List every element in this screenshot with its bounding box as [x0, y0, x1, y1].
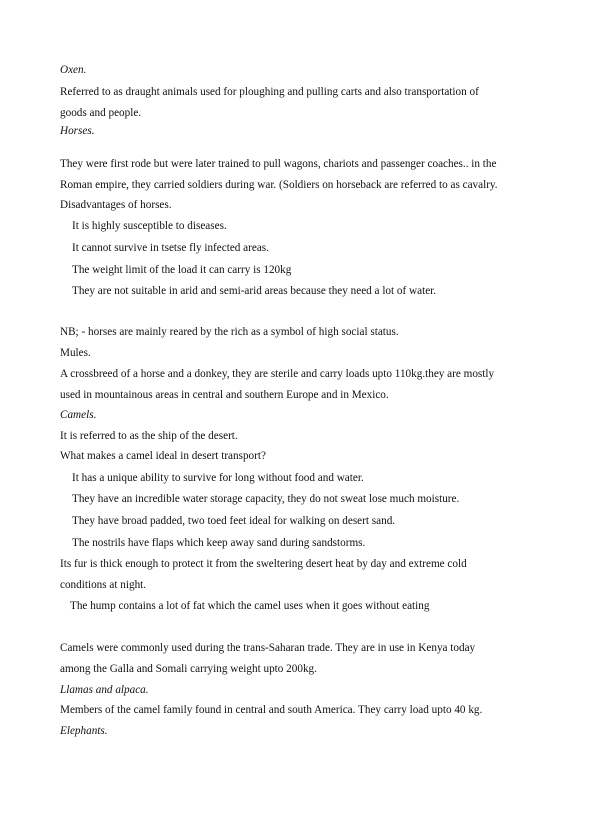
horses-disadvantage-item: It cannot survive in tsetse fly infected areas.: [72, 242, 269, 254]
mules-heading: Mules.: [60, 347, 91, 359]
camels-fur-line-1: Its fur is thick enough to protect it from the sweltering desert heat by day and extreme cold: [60, 558, 467, 570]
camels-trade-line-2: among the Galla and Somali carrying weight upto 200kg.: [60, 663, 317, 675]
camels-point: They have broad padded, two toed feet ideal for walking on desert sand.: [72, 515, 396, 527]
camels-fur-line-2: conditions at night.: [60, 579, 147, 591]
horses-text-line-1: They were first rode but were later trained to pull wagons, chariots and passenger coaches.. in the: [60, 158, 497, 170]
horses-text-line-2: Roman empire, they carried soldiers during war. (Soldiers on horseback are referred to as cavalry.: [60, 179, 498, 191]
elephants-heading: Elephants.: [60, 725, 108, 737]
camels-point: It has a unique ability to survive for long without food and water.: [72, 472, 364, 484]
horses-disadvantages-heading: Disadvantages of horses.: [60, 199, 172, 211]
camels-heading: Camels.: [60, 409, 97, 421]
camels-trade-line-1: Camels were commonly used during the trans-Saharan trade. They are in use in Kenya today: [60, 642, 476, 654]
oxen-text-line-2: goods and people.: [60, 107, 142, 119]
oxen-heading: Oxen.: [60, 64, 87, 76]
llamas-text: Members of the camel family found in central and south America. They carry load upto 40 kg.: [60, 704, 483, 716]
oxen-text-line-1: Referred to as draught animals used for ploughing and pulling carts and also transportation of: [60, 86, 479, 98]
horses-disadvantage-item: It is highly susceptible to diseases.: [72, 220, 227, 232]
camels-point: The nostrils have flaps which keep away sand during sandstorms.: [72, 537, 366, 549]
horses-heading: Horses.: [60, 125, 95, 137]
camels-point: They have an incredible water storage capacity, they do not sweat lose much moisture.: [72, 493, 460, 505]
mules-text-line-2: used in mountainous areas in central and southern Europe and in Mexico.: [60, 389, 389, 401]
llamas-heading: Llamas and alpaca.: [60, 684, 149, 696]
horses-disadvantage-item: The weight limit of the load it can carry is 120kg: [72, 264, 292, 276]
camels-text: It is referred to as the ship of the desert.: [60, 430, 238, 442]
horses-disadvantage-item: They are not suitable in arid and semi-arid areas because they need a lot of water.: [72, 285, 437, 297]
nb-note: NB; - horses are mainly reared by the rich as a symbol of high social status.: [60, 326, 399, 338]
mules-text-line-1: A crossbreed of a horse and a donkey, they are sterile and carry loads upto 110kg.they are mostly: [60, 368, 495, 380]
camels-question: What makes a camel ideal in desert transport?: [60, 450, 266, 462]
camels-hump: The hump contains a lot of fat which the camel uses when it goes without eating: [70, 600, 430, 612]
